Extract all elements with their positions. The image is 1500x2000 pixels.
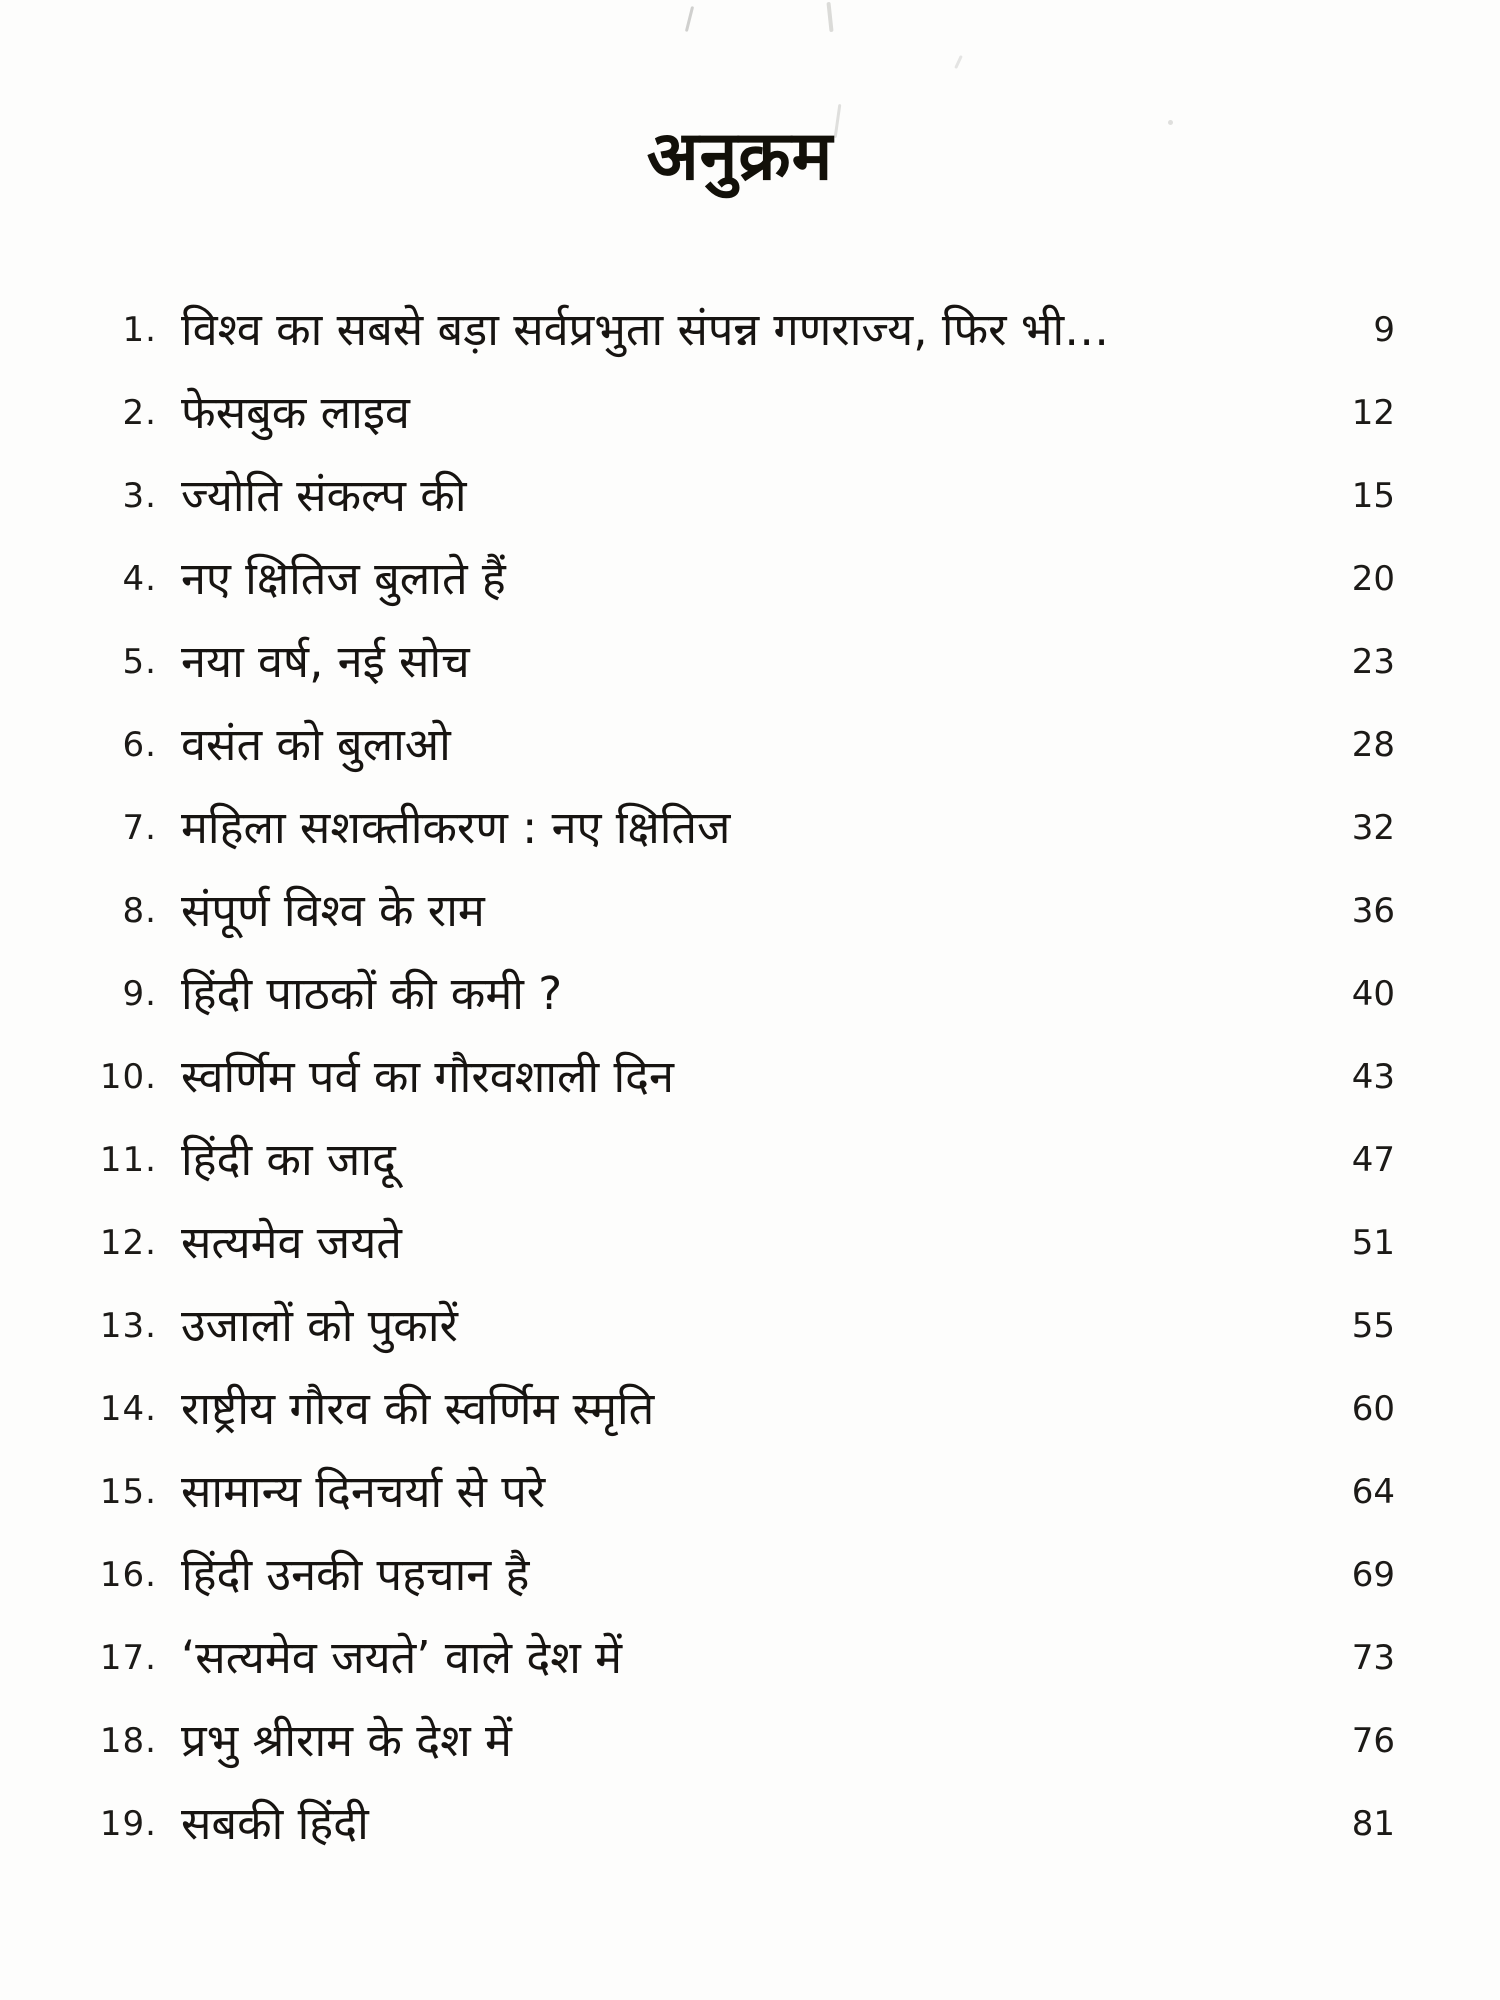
toc-item-title: सबकी हिंदी — [181, 1797, 369, 1850]
toc-item-page: 20 — [1351, 558, 1395, 599]
toc-item-page: 40 — [1351, 973, 1395, 1014]
toc-item-page: 81 — [1351, 1803, 1395, 1844]
toc-row — [95, 537, 1395, 620]
toc-item-number: 10. — [99, 1056, 157, 1097]
toc-item-page: 47 — [1351, 1139, 1395, 1180]
toc-item-title: हिंदी पाठकों की कमी ? — [181, 967, 563, 1020]
toc-row — [95, 1201, 1395, 1284]
toc-row — [95, 1699, 1395, 1782]
toc-item-number: 4. — [122, 558, 157, 599]
toc-row — [95, 1118, 1395, 1201]
toc-item-title: ‘सत्यमेव जयते’ वाले देश में — [181, 1631, 623, 1684]
toc-item-title: संपूर्ण विश्व के राम — [181, 884, 485, 937]
toc-item-page: 12 — [1351, 392, 1395, 433]
toc-row — [95, 620, 1395, 703]
toc-item-page: 43 — [1351, 1056, 1395, 1097]
toc-item-number: 14. — [99, 1388, 157, 1429]
toc-row — [95, 952, 1395, 1035]
toc-item-title: महिला सशक्तीकरण : नए क्षितिज — [181, 801, 731, 854]
page-title: अनुक्रम — [646, 117, 834, 196]
toc-item-number: 12. — [99, 1222, 157, 1263]
toc-row — [95, 1533, 1395, 1616]
toc-item-number: 19. — [99, 1803, 157, 1844]
toc-item-title: नया वर्ष, नई सोच — [181, 635, 470, 688]
toc-row — [95, 288, 1395, 371]
toc-item-title: राष्ट्रीय गौरव की स्वर्णिम स्मृति — [181, 1382, 655, 1435]
toc-row — [95, 1367, 1395, 1450]
toc-row — [95, 1616, 1395, 1699]
toc-item-number: 17. — [99, 1637, 157, 1678]
toc-row — [95, 1284, 1395, 1367]
scan-artifact — [826, 2, 833, 32]
toc-item-page: 32 — [1351, 807, 1395, 848]
toc-item-page: 64 — [1351, 1471, 1395, 1512]
toc-item-page: 76 — [1351, 1720, 1395, 1761]
toc-item-title: ज्योति संकल्प की — [181, 469, 467, 522]
toc-list — [95, 288, 1395, 1865]
toc-row — [95, 1450, 1395, 1533]
toc-item-number: 11. — [99, 1139, 157, 1180]
toc-item-title: सामान्य दिनचर्या से परे — [181, 1465, 546, 1518]
toc-item-title: फेसबुक लाइव — [181, 386, 410, 439]
toc-row — [95, 1035, 1395, 1118]
toc-item-number: 5. — [122, 641, 157, 682]
toc-item-page: 28 — [1351, 724, 1395, 765]
toc-row — [95, 786, 1395, 869]
toc-item-title: स्वर्णिम पर्व का गौरवशाली दिन — [181, 1050, 674, 1103]
toc-item-number: 15. — [99, 1471, 157, 1512]
toc-item-title: हिंदी का जादू — [181, 1133, 396, 1186]
toc-item-page: 23 — [1351, 641, 1395, 682]
toc-item-number: 16. — [99, 1554, 157, 1595]
toc-item-title: प्रभु श्रीराम के देश में — [181, 1714, 512, 1767]
toc-row — [95, 703, 1395, 786]
toc-item-title: उजालों को पुकारें — [181, 1299, 458, 1352]
toc-item-page: 69 — [1351, 1554, 1395, 1595]
toc-item-title: वसंत को बुलाओ — [181, 718, 451, 771]
toc-item-number: 6. — [122, 724, 157, 765]
toc-item-page: 15 — [1351, 475, 1395, 516]
toc-item-page: 36 — [1351, 890, 1395, 931]
toc-item-page: 60 — [1351, 1388, 1395, 1429]
toc-item-number: 1. — [122, 309, 157, 350]
toc-item-title: सत्यमेव जयते — [181, 1216, 402, 1269]
toc-row — [95, 371, 1395, 454]
toc-item-number: 2. — [122, 392, 157, 433]
toc-item-page: 51 — [1351, 1222, 1395, 1263]
toc-row — [95, 869, 1395, 952]
toc-item-number: 13. — [99, 1305, 157, 1346]
scan-artifact — [685, 6, 694, 32]
toc-item-number: 18. — [99, 1720, 157, 1761]
toc-item-page: 9 — [1373, 309, 1395, 350]
toc-row — [95, 1782, 1395, 1865]
toc-item-number: 8. — [122, 890, 157, 931]
toc-item-number: 3. — [122, 475, 157, 516]
toc-row — [95, 454, 1395, 537]
toc-item-page: 55 — [1351, 1305, 1395, 1346]
toc-item-title: विश्व का सबसे बड़ा सर्वप्रभुता संपन्न गणराज्य, फिर भी… — [181, 303, 1110, 356]
scan-artifact — [954, 55, 963, 69]
toc-item-title: नए क्षितिज बुलाते हैं — [181, 552, 506, 605]
toc-item-page: 73 — [1351, 1637, 1395, 1678]
toc-item-number: 9. — [122, 973, 157, 1014]
toc-item-number: 7. — [122, 807, 157, 848]
toc-item-title: हिंदी उनकी पहचान है — [181, 1548, 530, 1601]
